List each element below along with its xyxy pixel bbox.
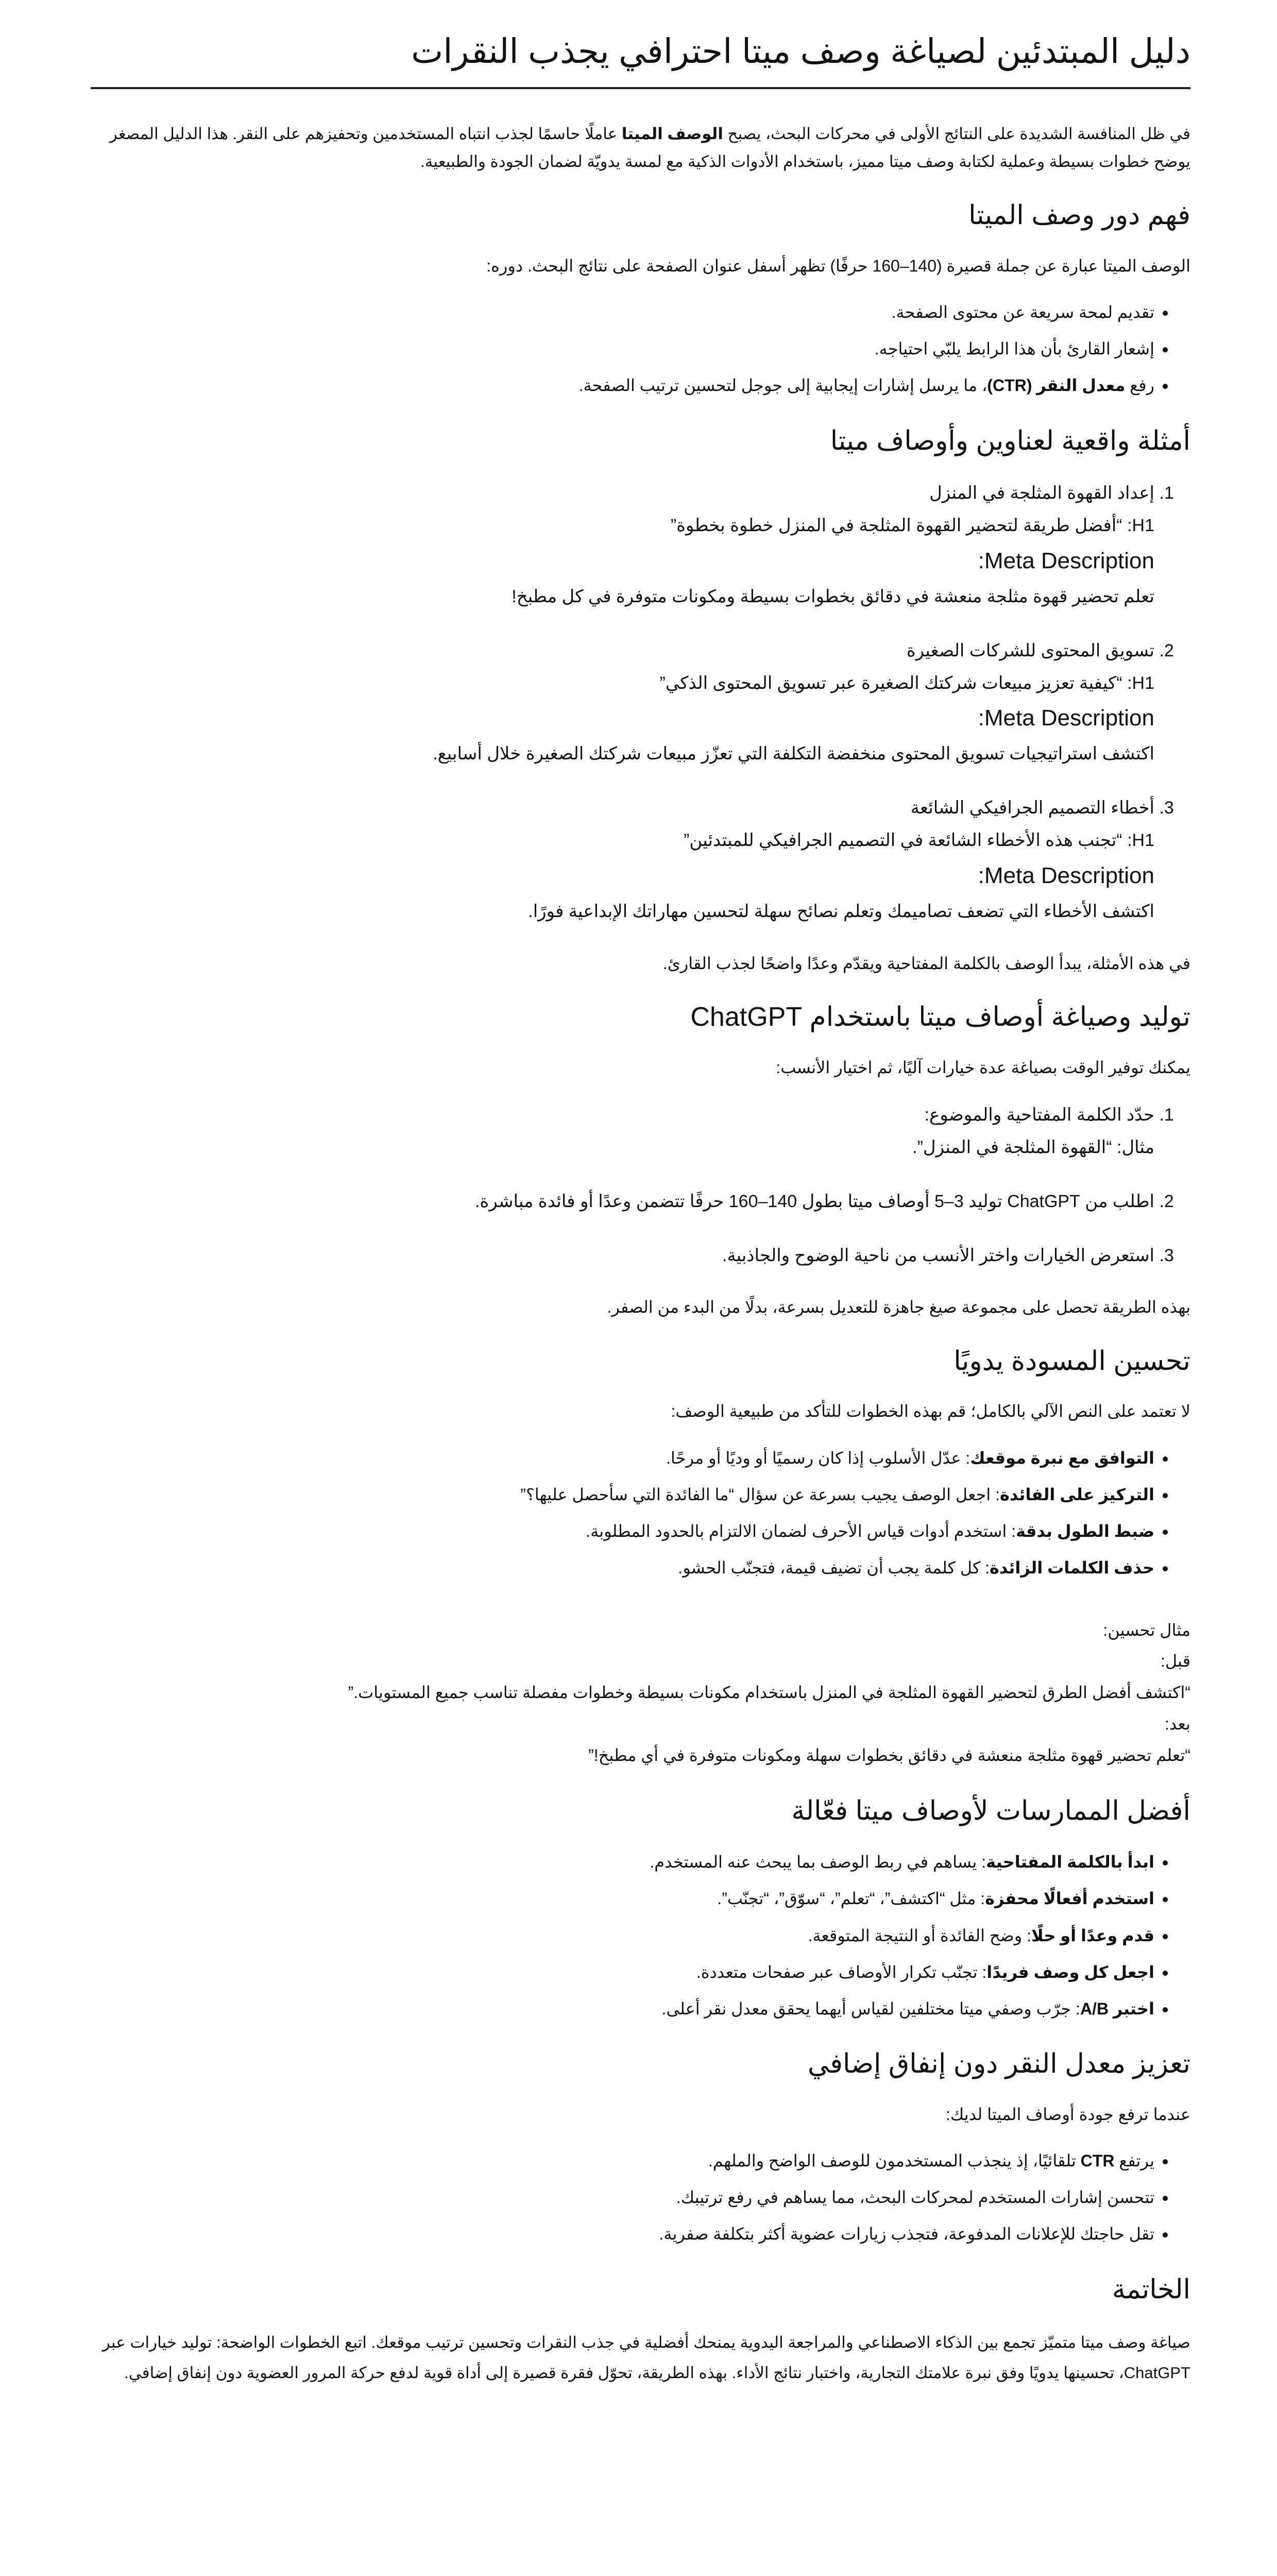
- bold-text: التركيز على الفائدة: [999, 1485, 1154, 1504]
- example-h1: H1: “أفضل طريقة لتحضير القهوة المثلجة في المنزل خطوة بخطوة”: [670, 516, 1154, 536]
- section-conclusion: [91, 2273, 1190, 2388]
- page-title: دليل المبتدئين لصياغة وصف ميتا احترافي يجذب النقرات: [91, 30, 1190, 89]
- bold-text: استخدم أفعالًا محفزة: [985, 1889, 1154, 1908]
- meta-description-label: Meta Description:: [978, 548, 1154, 573]
- example-h1: H1: “تجنب هذه الأخطاء الشائعة في التصميم الجرافيكي للمبتدئين”: [684, 830, 1154, 850]
- section-best-practices: [91, 1794, 1190, 2025]
- example-topic: 1. إعداد القهوة المثلجة في المنزل: [929, 483, 1154, 503]
- step-item: 2. اطلب من ChatGPT توليد 3–5 أوصاف ميتا بطول 140–160 حرفًا تتضمن وعدًا أو فائدة مباشرة.: [91, 1185, 1154, 1218]
- bullet-list: [91, 1443, 1190, 1584]
- section-meta-role: [91, 198, 1190, 401]
- list-item: • اختبر A/B: جرّب وصفي ميتا مختلفين لقياس أيهما يحقق معدل نقر أعلى.: [91, 1994, 1154, 2024]
- section-ctr: [91, 2047, 1190, 2250]
- list-item: • حذف الكلمات الزائدة: كل كلمة يجب أن تضيف قيمة، فتجنّب الحشو.: [91, 1553, 1154, 1583]
- step-item: [91, 1099, 1154, 1164]
- list-item: • التركيز على الفائدة: اجعل الوصف يجيب بسرعة عن سؤال “ما الفائدة التي سأحصل عليها؟”: [91, 1480, 1154, 1510]
- section-heading: أمثلة واقعية لعناوين وأوصاف ميتا: [830, 426, 1190, 456]
- bold-text: اختبر A/B: [1080, 1999, 1154, 2018]
- list-item: • رفع معدل النقر (CTR)، ما يرسل إشارات إيجابية إلى جوجل لتحسين ترتيب الصفحة.: [91, 370, 1154, 401]
- example-h1: H1: “كيفية تعزيز مبيعات شركتك الصغيرة عبر تسويق المحتوى الذكي”: [659, 673, 1154, 693]
- example-item: [91, 477, 1154, 613]
- example-item: [91, 635, 1154, 770]
- before-label: قبل:: [1160, 1652, 1190, 1671]
- improvement-example: [91, 1615, 1190, 1771]
- article: [91, 30, 1190, 2388]
- bullet-list: [91, 1847, 1190, 2024]
- section-chatgpt: [91, 1000, 1190, 1321]
- bold-text: ابدأ بالكلمة المفتاحية: [986, 1853, 1154, 1872]
- section-paragraph: في هذه الأمثلة، يبدأ الوصف بالكلمة المفتاحية ويقدّم وعدًا واضحًا لجذب القارئ.: [662, 954, 1190, 973]
- section-examples: [91, 424, 1190, 977]
- list-item: • ابدأ بالكلمة المفتاحية: يساهم في ربط الوصف بما يبحث عنه المستخدم.: [91, 1847, 1154, 1877]
- example-item: [91, 792, 1154, 927]
- section-heading: توليد وصياغة أوصاف ميتا باستخدام ChatGPT: [690, 1002, 1190, 1032]
- examples-list: [91, 477, 1190, 927]
- list-item: • تتحسن إشارات المستخدم لمحركات البحث، مما يساهم في رفع ترتيبك.: [91, 2182, 1154, 2213]
- example-description: تعلم تحضير قهوة مثلجة منعشة في دقائق بخطوات بسيطة ومكونات متوفرة في كل مطبخ!: [512, 586, 1154, 606]
- example-title: مثال تحسين:: [1103, 1620, 1190, 1639]
- bold-text: CTR: [1080, 2151, 1115, 2171]
- section-manual-editing: [91, 1344, 1190, 1771]
- list-item: • تقديم لمحة سريعة عن محتوى الصفحة.: [91, 297, 1154, 328]
- meta-description-label: Meta Description:: [978, 705, 1154, 731]
- section-heading: الخاتمة: [1112, 2274, 1190, 2304]
- step-text: 1. حدّد الكلمة المفتاحية والموضوع:: [924, 1105, 1154, 1125]
- bullet-list: [91, 2146, 1190, 2250]
- section-heading: فهم دور وصف الميتا: [968, 200, 1190, 230]
- meta-description-label: Meta Description:: [978, 862, 1154, 888]
- bold-text: اجعل كل وصف فريدًا: [986, 1962, 1154, 1981]
- step-example: مثال: “القهوة المثلجة في المنزل”.: [912, 1137, 1154, 1157]
- example-description: اكتشف استراتيجيات تسويق المحتوى منخفضة التكلفة التي تعزّز مبيعات شركتك الصغيرة خلال أسابيع.: [433, 744, 1154, 764]
- list-item: • استخدم أفعالًا محفزة: مثل “اكتشف”، “تعلم”، “سوّق”، “تجنّب”.: [91, 1884, 1154, 1914]
- section-paragraph: الوصف الميتا عبارة عن جملة قصيرة (140–160 حرفًا) تظهر أسفل عنوان الصفحة على نتائج البحث. دوره:: [486, 256, 1190, 275]
- list-item: • يرتفع CTR تلقائيًا، إذ ينجذب المستخدمون للوصف الواضح والملهم.: [91, 2146, 1154, 2176]
- conclusion-paragraph: صياغة وصف ميتا متميّز تجمع بين الذكاء الاصطناعي والمراجعة اليدوية يمنحك أفضلية في جذب النقرات وتحسين ترتيب موقعك. اتبع الخطوات الواضحة: توليد خيارات عبر ChatGPT، تحسينها يدويًا وفق نبرة علامتك التجارية، واختبار نتائج الأداء. بهذه الطريقة، تحوّل فقرة قصيرة إلى أداة قوية لدفع حركة المرور العضوية دون إنفاق إضافي.: [102, 2333, 1190, 2382]
- list-item: • قدم وعدًا أو حلًا: وضح الفائدة أو النتيجة المتوقعة.: [91, 1921, 1154, 1951]
- section-heading: تحسين المسودة يدويًا: [954, 1346, 1190, 1376]
- section-paragraph: لا تعتمد على النص الآلي بالكامل؛ قم بهذه الخطوات للتأكد من طبيعية الوصف:: [671, 1402, 1190, 1421]
- section-heading: تعزيز معدل النقر دون إنفاق إضافي: [807, 2049, 1190, 2079]
- before-text: “اكتشف أفضل الطرق لتحضير القهوة المثلجة في المنزل باستخدام مكونات بسيطة وخطوات مفصلة تناسب جميع المستويات.”: [348, 1683, 1190, 1702]
- list-item: • التوافق مع نبرة موقعك: عدّل الأسلوب إذا كان رسميًا أو وديًا أو مرحًا.: [91, 1443, 1154, 1473]
- intro-paragraph: في ظل المنافسة الشديدة على النتائج الأولى في محركات البحث، يصبح الوصف الميتا عاملًا حاسمًا لجذب انتباه المستخدمين وتحفيزهم على النقر. هذا الدليل المصغر يوضح خطوات بسيطة وعملية لكتابة وصف ميتا مميز، باستخدام الأدوات الذكية مع لمسة يدويّة لضمان الجودة والطبيعية.: [109, 124, 1190, 171]
- bold-text: قدم وعدًا أو حلًا: [1031, 1926, 1154, 1945]
- bold-text: ضبط الطول بدقة: [1016, 1522, 1154, 1541]
- list-item: • تقل حاجتك للإعلانات المدفوعة، فتجذب زيارات عضوية أكثر بتكلفة صفرية.: [91, 2219, 1154, 2249]
- example-topic: 2. تسويق المحتوى للشركات الصغيرة: [906, 640, 1154, 660]
- section-paragraph: يمكنك توفير الوقت بصياغة عدة خيارات آليًا، ثم اختيار الأنسب:: [776, 1058, 1190, 1077]
- section-paragraph: بهذه الطريقة تحصل على مجموعة صيغ جاهزة للتعديل بسرعة، بدلًا من البدء من الصفر.: [607, 1298, 1190, 1317]
- bullet-list: [91, 297, 1190, 401]
- bold-text: حذف الكلمات الزائدة: [989, 1558, 1154, 1578]
- section-heading: أفضل الممارسات لأوصاف ميتا فعّالة: [791, 1795, 1190, 1826]
- bold-text: التوافق مع نبرة موقعك: [970, 1448, 1154, 1467]
- list-item: • إشعار القارئ بأن هذا الرابط يلبّي احتياجه.: [91, 334, 1154, 364]
- section-paragraph: عندما ترفع جودة أوصاف الميتا لديك:: [945, 2105, 1190, 2124]
- example-topic: 3. أخطاء التصميم الجرافيكي الشائعة: [910, 798, 1154, 818]
- list-item: • اجعل كل وصف فريدًا: تجنّب تكرار الأوصاف عبر صفحات متعددة.: [91, 1957, 1154, 1988]
- list-item: • ضبط الطول بدقة: استخدم أدوات قياس الأحرف لضمان الالتزام بالحدود المطلوبة.: [91, 1516, 1154, 1547]
- after-label: بعد:: [1164, 1715, 1190, 1733]
- step-item: 3. استعرض الخيارات واختر الأنسب من ناحية الوضوح والجاذبية.: [91, 1240, 1154, 1272]
- bold-text: الوصف الميتا: [621, 124, 723, 143]
- steps-list: [91, 1099, 1190, 1272]
- after-text: “تعلم تحضير قهوة مثلجة منعشة في دقائق بخطوات سهلة ومكونات متوفرة في أي مطبخ!”: [588, 1745, 1190, 1765]
- bold-text: معدل النقر (CTR): [987, 376, 1126, 395]
- example-description: اكتشف الأخطاء التي تضعف تصاميمك وتعلم نصائح سهلة لتحسين مهاراتك الإبداعية فورًا.: [528, 901, 1154, 921]
